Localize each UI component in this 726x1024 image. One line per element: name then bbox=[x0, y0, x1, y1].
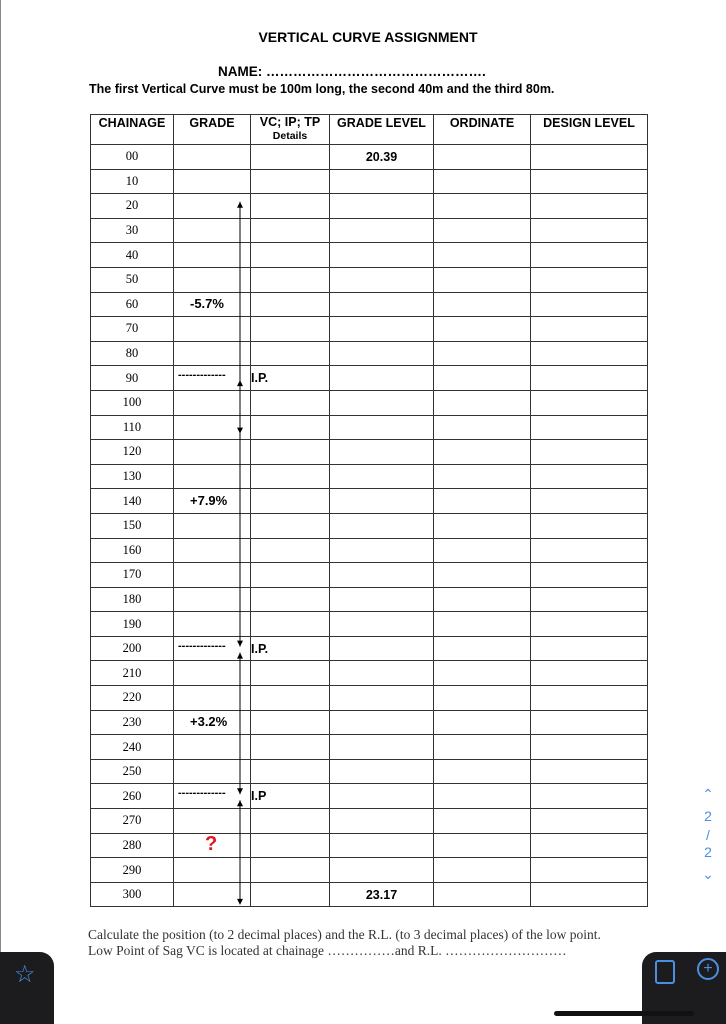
ip-dashed-line: ------------- bbox=[178, 369, 226, 382]
chainage-cell: 20 bbox=[91, 194, 174, 219]
chainage-cell: 50 bbox=[91, 267, 174, 292]
chainage-cell: 120 bbox=[91, 440, 174, 465]
footer-instructions bbox=[88, 927, 601, 959]
chainage-cell: 90 bbox=[91, 366, 174, 391]
header-ordinate: ORDINATE bbox=[434, 115, 531, 145]
chainage-cell: 300 bbox=[91, 882, 174, 907]
chainage-cell: 60 bbox=[91, 292, 174, 317]
vc-details-cell[interactable]: I.P. bbox=[251, 366, 330, 391]
copy-icon[interactable] bbox=[655, 960, 675, 984]
footer-line-1: Calculate the position (to 2 decimal places) and the R.L. (to 3 decimal places) of the low point. bbox=[88, 927, 601, 942]
grade-value: +3.2% bbox=[190, 714, 228, 730]
chainage-cell: 250 bbox=[91, 759, 174, 784]
name-field: NAME: …………………………………………. bbox=[218, 64, 486, 79]
chainage-cell: 200 bbox=[91, 636, 174, 661]
zoom-in-icon[interactable]: + bbox=[697, 958, 719, 980]
chainage-cell: 280 bbox=[91, 833, 174, 858]
chevron-up-icon[interactable]: ⌃ bbox=[702, 786, 714, 802]
grade-value: -5.7% bbox=[190, 296, 224, 312]
chainage-cell: 170 bbox=[91, 563, 174, 588]
document-title: VERTICAL CURVE ASSIGNMENT bbox=[258, 29, 478, 45]
ip-dashed-line: ------------- bbox=[178, 787, 226, 800]
page-total: 2 bbox=[704, 844, 712, 860]
footer-line-2: Low Point of Sag VC is located at chainage ……………and R.L. ……………………… bbox=[88, 943, 567, 958]
header-grade-level: GRADE LEVEL bbox=[330, 115, 434, 145]
header-design-level: DESIGN LEVEL bbox=[531, 115, 648, 145]
chainage-cell: 180 bbox=[91, 587, 174, 612]
chainage-cell: 70 bbox=[91, 317, 174, 342]
chainage-cell: 80 bbox=[91, 341, 174, 366]
assignment-note: The first Vertical Curve must be 100m long, the second 40m and the third 80m. bbox=[89, 82, 555, 96]
arrow-down-icon bbox=[237, 899, 243, 905]
chainage-cell: 260 bbox=[91, 784, 174, 809]
chainage-cell: 220 bbox=[91, 686, 174, 711]
chainage-cell: 290 bbox=[91, 858, 174, 883]
chainage-cell: 140 bbox=[91, 489, 174, 514]
arrow-down-icon bbox=[237, 788, 243, 794]
page-separator: / bbox=[706, 827, 710, 843]
header-chainage: CHAINAGE bbox=[91, 115, 174, 145]
arrow-up-icon bbox=[237, 202, 243, 208]
arrow-down-icon bbox=[237, 641, 243, 647]
star-icon[interactable]: ☆ bbox=[14, 961, 36, 988]
chainage-cell: 150 bbox=[91, 513, 174, 538]
chainage-cell: 110 bbox=[91, 415, 174, 440]
chainage-cell: 240 bbox=[91, 735, 174, 760]
chainage-cell: 100 bbox=[91, 390, 174, 415]
header-vc-line2: Details bbox=[272, 130, 308, 142]
chevron-down-icon[interactable]: ⌄ bbox=[702, 866, 714, 882]
chainage-cell: 160 bbox=[91, 538, 174, 563]
grade-value: +7.9% bbox=[190, 493, 228, 509]
page-indicator bbox=[698, 786, 718, 888]
grade-level-cell[interactable]: 23.17 bbox=[330, 882, 434, 907]
home-indicator[interactable] bbox=[554, 1011, 694, 1016]
ip-dashed-line: ------------- bbox=[178, 639, 226, 652]
chainage-cell: 10 bbox=[91, 169, 174, 194]
chainage-cell: 40 bbox=[91, 243, 174, 268]
chainage-cell: 30 bbox=[91, 218, 174, 243]
grade-level-cell[interactable]: 20.39 bbox=[330, 145, 434, 170]
header-grade: GRADE bbox=[174, 115, 251, 145]
header-vc-line1: VC; IP; TP bbox=[259, 115, 321, 129]
vc-details-cell[interactable]: I.P. bbox=[251, 636, 330, 661]
chainage-cell: 230 bbox=[91, 710, 174, 735]
chainage-cell: 190 bbox=[91, 612, 174, 637]
chainage-cell: 210 bbox=[91, 661, 174, 686]
unknown-grade: ? bbox=[205, 833, 218, 856]
page-current: 2 bbox=[704, 808, 712, 824]
vc-details-cell[interactable]: I.P bbox=[251, 784, 330, 809]
chainage-cell: 270 bbox=[91, 809, 174, 834]
chainage-cell: 130 bbox=[91, 464, 174, 489]
chainage-cell: 00 bbox=[91, 145, 174, 170]
